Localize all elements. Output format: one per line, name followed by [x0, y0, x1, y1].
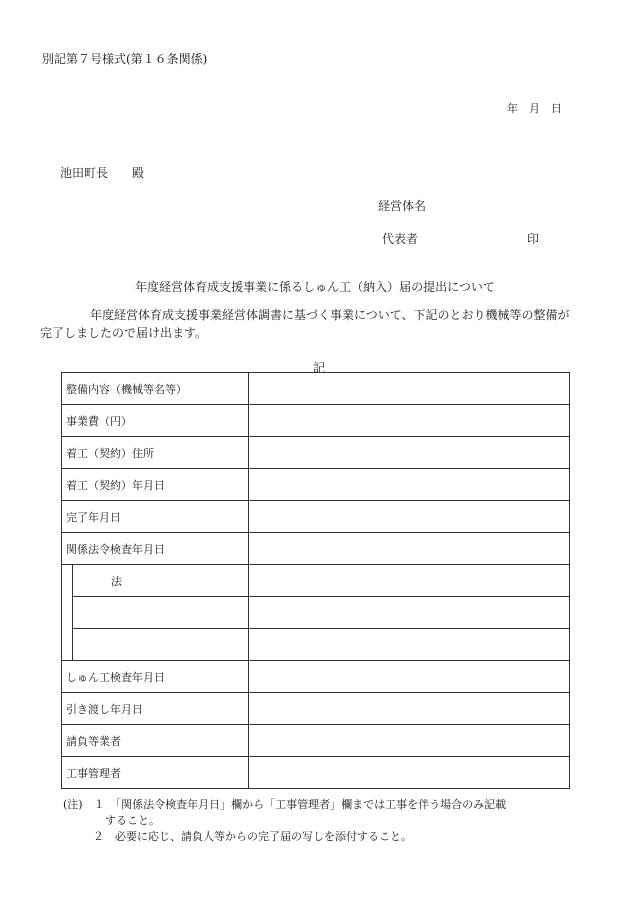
table-row	[62, 757, 570, 789]
row-value-cell[interactable]	[249, 533, 570, 565]
row-label: 関係法令検査年月日	[62, 533, 249, 565]
table-row	[62, 533, 570, 565]
representative-label: 代表者	[382, 232, 419, 246]
row-value-cell[interactable]	[249, 757, 570, 789]
subrow-label[interactable]	[73, 597, 249, 629]
table-row	[62, 373, 570, 405]
date-line: 年 月 日	[507, 102, 562, 115]
table-row	[62, 661, 570, 693]
row-value-cell[interactable]	[249, 629, 570, 661]
row-value-cell[interactable]	[249, 597, 570, 629]
row-value-cell[interactable]	[249, 373, 570, 405]
indent-cell	[62, 565, 73, 597]
row-value-cell[interactable]	[249, 565, 570, 597]
table-row	[62, 405, 570, 437]
indent-cell	[62, 629, 73, 661]
subrow-label: 法	[73, 565, 249, 597]
entity-name-label: 経営体名	[378, 199, 427, 213]
completion-form-table	[61, 372, 570, 789]
row-value-cell[interactable]	[249, 437, 570, 469]
table-subrow	[62, 597, 570, 629]
row-label: 事業費（円）	[62, 405, 249, 437]
document-title: 年度経営体育成支援事業に係るしゅん工（納入）届の提出について	[135, 280, 495, 294]
row-label: しゅん工検査年月日	[62, 661, 249, 693]
row-label: 着工（契約）住所	[62, 437, 249, 469]
row-value-cell[interactable]	[249, 469, 570, 501]
table-subrow	[62, 629, 570, 661]
table-row	[62, 469, 570, 501]
row-label: 整備内容（機械等名等）	[62, 373, 249, 405]
row-label: 請負等業者	[62, 725, 249, 757]
subrow-label[interactable]	[73, 629, 249, 661]
row-value-cell[interactable]	[249, 693, 570, 725]
table-row	[62, 725, 570, 757]
table-subrow	[62, 565, 570, 597]
row-label: 工事管理者	[62, 757, 249, 789]
row-value-cell[interactable]	[249, 405, 570, 437]
table-row	[62, 437, 570, 469]
addressee: 池田町長 殿	[60, 166, 145, 180]
notes-section	[63, 797, 506, 845]
ki-heading: 記	[312, 361, 325, 375]
body-paragraph: 年度経営体育成支援事業経営体調書に基づく事業について、下記のとおり機械等の整備が完了しましたので届け出ます。	[40, 308, 570, 340]
table-row	[62, 693, 570, 725]
row-value-cell[interactable]	[249, 661, 570, 693]
table-row	[62, 501, 570, 533]
row-label: 着工（契約）年月日	[62, 469, 249, 501]
row-value-cell[interactable]	[249, 501, 570, 533]
note-1-line-1: (注) １ 「関係法令検査年月日」欄から「工事管理者」欄までは工事を伴う場合のみ記載	[63, 798, 507, 811]
row-label: 引き渡し年月日	[62, 693, 249, 725]
indent-cell	[62, 597, 73, 629]
seal-mark: 印	[527, 232, 540, 246]
note-1-line-2: すること。	[105, 814, 160, 827]
note-2: ２ 必要に応じ、請負人等からの完了届の写しを添付すること。	[93, 830, 412, 843]
form-number: 別記第７号様式(第１６条関係)	[42, 52, 208, 66]
row-value-cell[interactable]	[249, 725, 570, 757]
row-label: 完了年月日	[62, 501, 249, 533]
